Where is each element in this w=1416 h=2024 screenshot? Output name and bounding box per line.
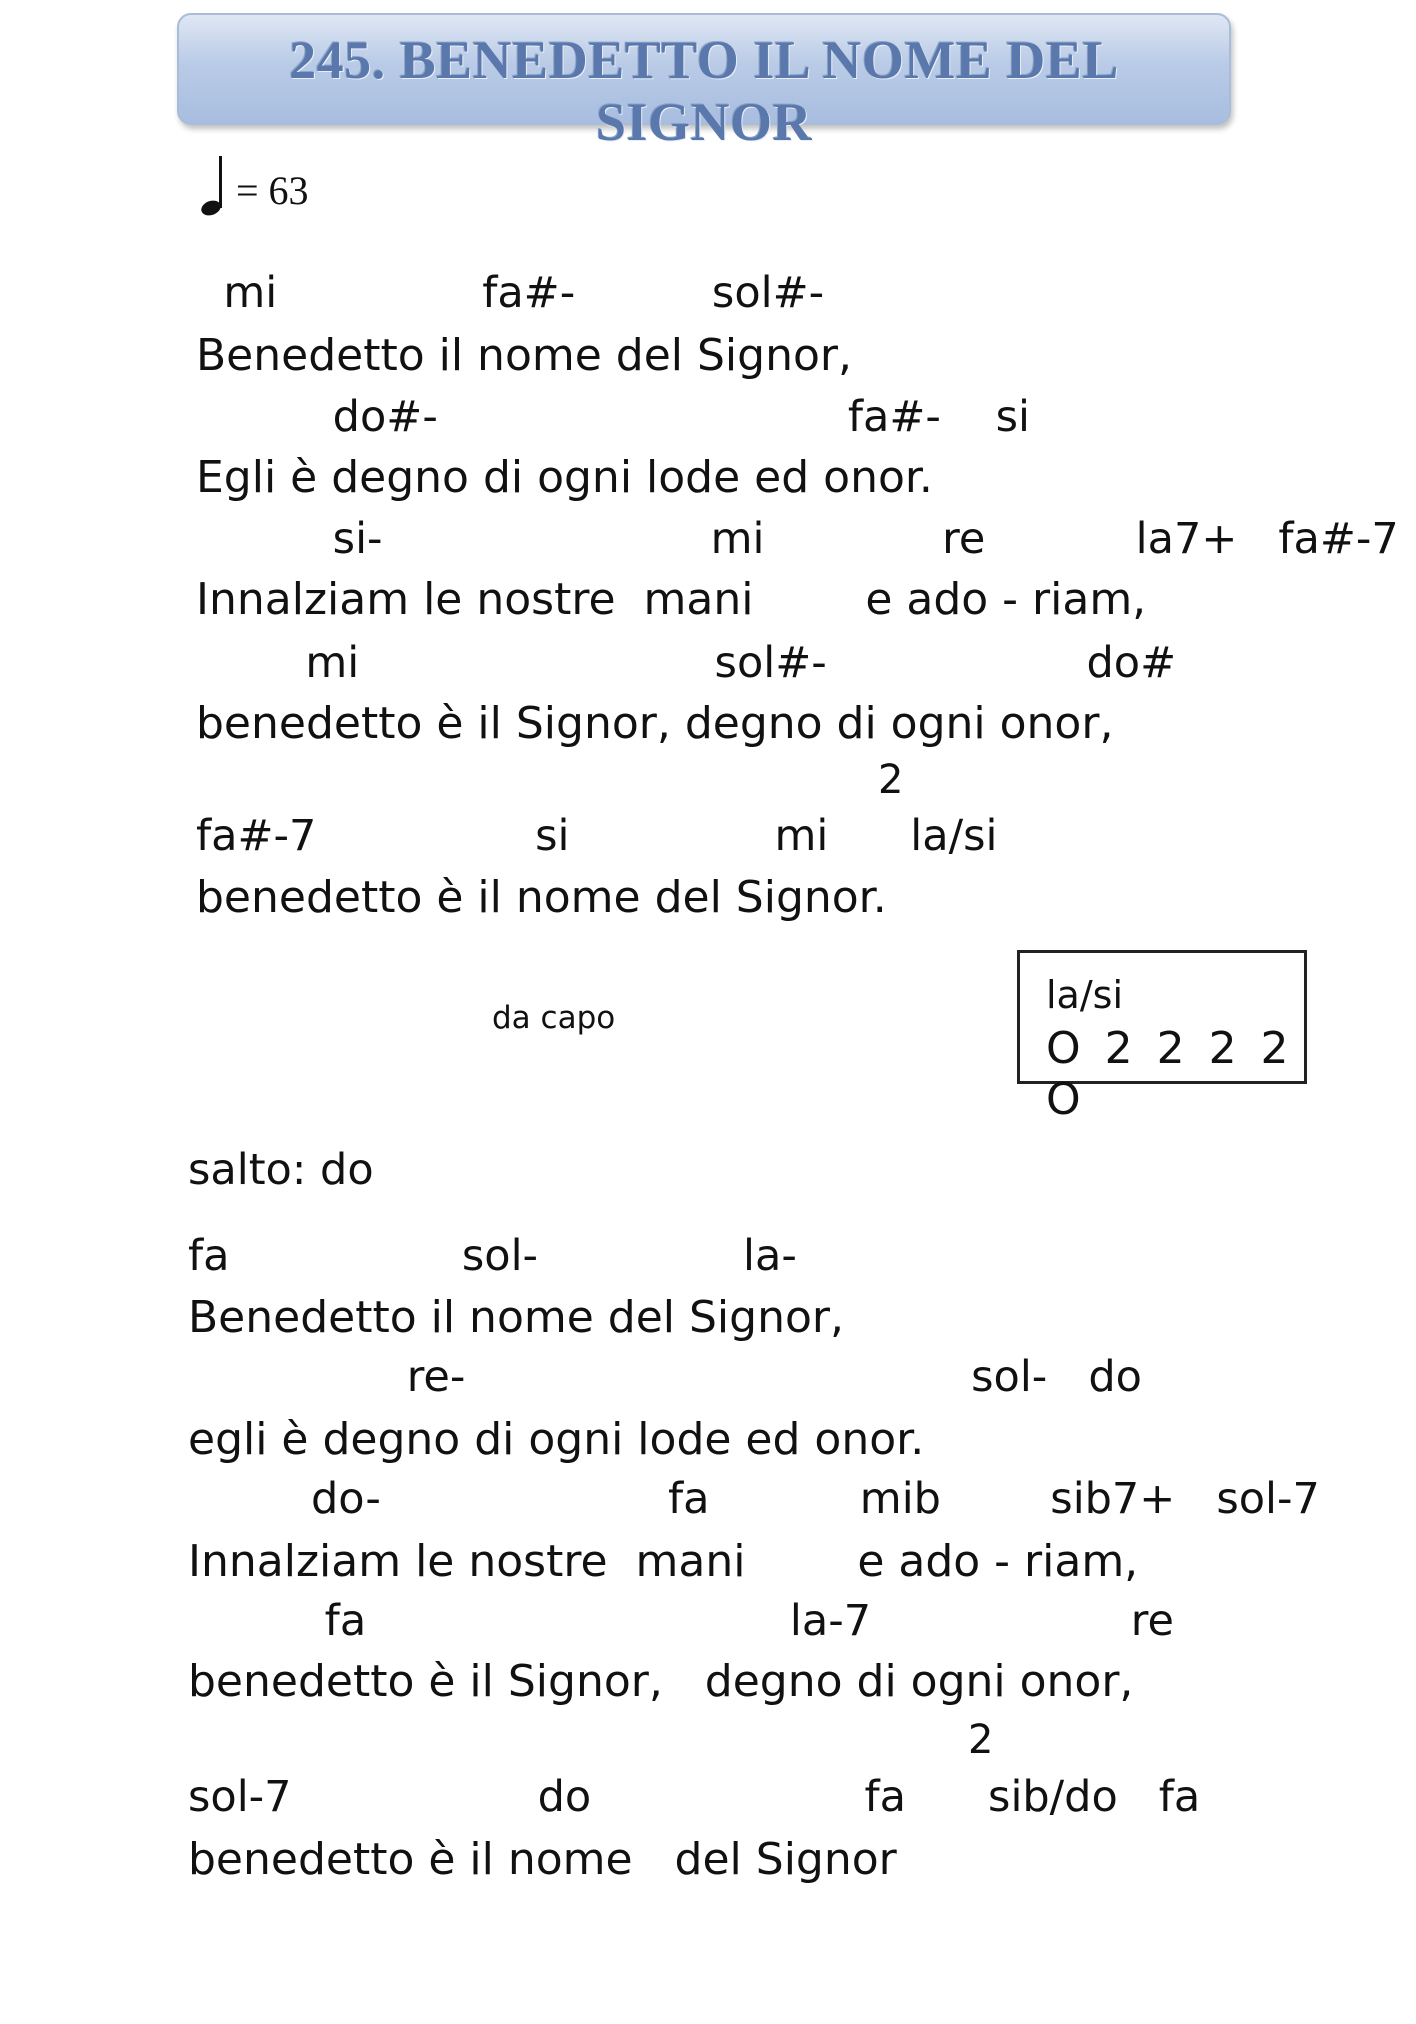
title-banner <box>177 13 1231 152</box>
salto-label: salto: do <box>188 1145 374 1195</box>
chord-line: fa#-7 si mi la/si <box>196 811 998 861</box>
chord-line: re- sol- do <box>188 1352 1142 1402</box>
chord-line: fa sol- la- <box>188 1231 797 1281</box>
chord-line: fa la-7 re <box>188 1596 1174 1646</box>
chord-line: mi fa#- sol#- <box>196 268 825 318</box>
lyric-line: Benedetto il nome del Signor, <box>196 330 852 381</box>
chord-diagram-box <box>1017 950 1307 1125</box>
chord-line: sol-7 do fa sib/do fa <box>188 1772 1201 1822</box>
lyric-line: Innalziam le nostre mani e ado - riam, <box>196 574 1147 625</box>
chord-diagram-name: la/si <box>1046 973 1124 1017</box>
lyric-line: benedetto è il nome del Signor <box>188 1834 897 1885</box>
superscript-number: 2 <box>878 757 904 803</box>
chord-line: do- fa mib sib7+ sol-7 <box>188 1474 1320 1524</box>
lyric-line: Egli è degno di ogni lode ed onor. <box>196 452 933 503</box>
da-capo-label: da capo <box>492 1000 616 1036</box>
lyric-line: benedetto è il Signor, degno di ogni onor, <box>188 1656 1134 1707</box>
tempo-value: = 63 <box>236 168 309 213</box>
chord-line: mi sol#- do# <box>196 638 1177 688</box>
lyric-line: egli è degno di ogni lode ed onor. <box>188 1414 925 1465</box>
quarter-note-icon <box>200 152 230 218</box>
lyric-line: benedetto è il Signor, degno di ogni onor, <box>196 698 1114 749</box>
chord-line: si- mi re la7+ fa#-7 <box>196 514 1399 564</box>
tempo-marking <box>200 148 309 218</box>
song-title: 245. BENEDETTO IL NOME DEL SIGNOR <box>289 30 1119 152</box>
chord-diagram-frets: O 2 2 2 2 O <box>1046 1023 1294 1125</box>
lyric-line: Benedetto il nome del Signor, <box>188 1292 844 1343</box>
chord-line: do#- fa#- si <box>196 392 1030 442</box>
lyric-line: Innalziam le nostre mani e ado - riam, <box>188 1536 1139 1587</box>
superscript-number: 2 <box>968 1717 994 1763</box>
lyric-line: benedetto è il nome del Signor. <box>196 872 887 923</box>
